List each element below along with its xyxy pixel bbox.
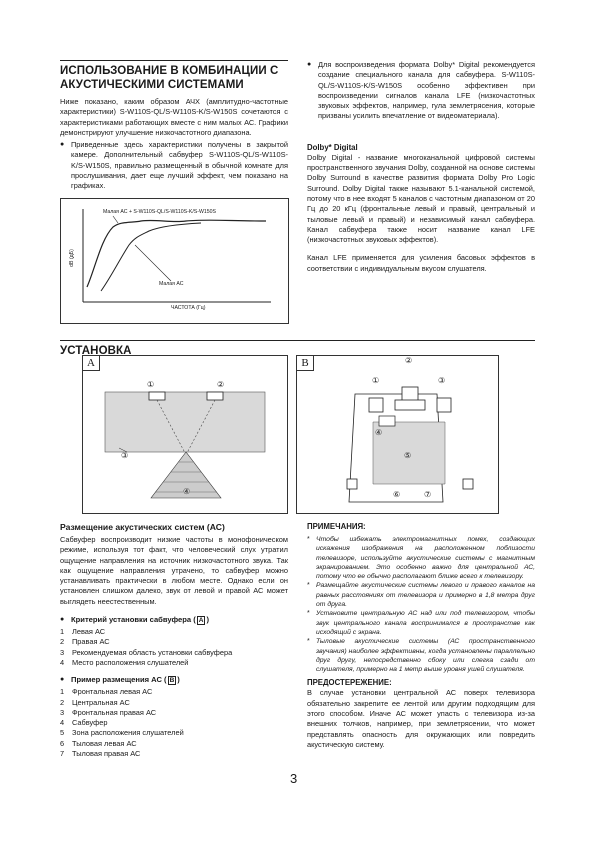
heading-rule: [60, 340, 535, 341]
example-list: [60, 687, 288, 759]
list-item: [60, 749, 288, 759]
list-item-text: Фронтальная правая АС: [72, 707, 157, 717]
mark-2: ②: [217, 380, 225, 389]
mark-6-b: ⑥: [393, 490, 401, 499]
list-item: [60, 739, 288, 749]
rear-right-speaker-b: [463, 479, 473, 489]
mark-7-b: ⑦: [424, 490, 432, 499]
example-heading-paren: ): [177, 675, 180, 685]
notes-title: ПРИМЕЧАНИЯ:: [307, 522, 366, 531]
section-title-combination: [60, 64, 288, 92]
list-item: [60, 698, 288, 708]
criteria-heading-paren: ): [206, 615, 209, 625]
list-item-text: Правая АС: [72, 637, 110, 647]
mark-4-b: ④: [375, 428, 383, 437]
list-item-text: Рекомендуемая область установки сабвуфера: [72, 647, 233, 657]
diagram-b-label: B: [297, 356, 314, 371]
list-item: [60, 648, 288, 658]
criteria-list: [60, 627, 288, 668]
placement-title: Размещение акустических систем (АС): [60, 522, 225, 532]
legend-leader: [113, 216, 118, 223]
list-item-number: 2: [60, 697, 65, 707]
page-number: 3: [290, 771, 298, 786]
key-b-box: B: [169, 677, 175, 685]
section-title-line: ИСПОЛЬЗОВАНИЕ В КОМБИНАЦИИ С: [60, 65, 279, 77]
mark-1-b: ①: [372, 376, 380, 385]
section-title-line: АКУСТИЧЕСКИМИ СИСТЕМАМИ: [60, 79, 244, 91]
list-item-number: 1: [60, 687, 65, 697]
mark-2-b: ②: [405, 356, 413, 365]
list-item: [60, 637, 288, 647]
diagram-a: [82, 355, 288, 514]
graph-curve-label: Малая АС: [159, 281, 184, 287]
list-item-number: 3: [60, 647, 65, 657]
graph-legend: Малая АС + S-W110S-QL/S-W110S-K/S-W150S: [103, 209, 216, 215]
list-item-number: 7: [60, 749, 65, 759]
list-item-number: 4: [60, 657, 65, 667]
mark-3: ③: [121, 451, 129, 460]
rear-left-speaker-b: [347, 479, 357, 489]
list-item-text: Сабвуфер: [72, 718, 108, 728]
frequency-response-graph: [60, 198, 289, 324]
placement-paragraph: Сабвуфер воспроизводит низкие частоты в монофоническом режиме, используя тот факт, что человеческий слух утратил ощущение направления на источник низкочастотного звука. Так как ощущение направления утрачено, то сабвуфер можно устанавливать практически в любом месте. Однако если он установлен слишком далеко, звук от левой и правой АС может выглядеть неестественным.: [60, 535, 288, 606]
list-item: [60, 687, 288, 697]
installation-title: УСТАНОВКА: [60, 345, 132, 357]
small-speaker-curve: [101, 223, 201, 291]
heading-rule: [60, 60, 288, 61]
list-item-number: 2: [60, 637, 65, 647]
graph-x-label: ЧАСТОТА (Гц): [171, 305, 206, 311]
list-item-text: Место расположения слушателей: [72, 657, 189, 667]
list-item-number: 3: [60, 707, 65, 717]
left-speaker-a: [149, 392, 165, 400]
subwoofer-b: [379, 416, 395, 426]
list-item: [60, 627, 288, 637]
dolby-paragraph: Dolby Digital - название многоканальной цифровой системы пространственного звучания Dolby, созданной на основе системы Dolby Surround в качестве развития формата Dolby Pro Logic Surround. Dolby Digital также называют 5.1-канальной системой, потому что в нее входят 5 каналов с частотным диапазоном от 20 Гц до 20 кГц (фронтальные левый и правый, центральный и тыловые левый и правый) и независимый канал сабвуфера. Канал сабвуфера также носит название канал LFE (низкочастотных звуковых эффектов).: [307, 152, 535, 245]
dolby-recommendation-bullet: ● Для воспроизведения формата Dolby* Digital рекомендуется создание специального канала для сабвуфера. S-W110S-QL/S-W110S-K/S-W150S особенно эффективен при воспроизведении сигналов канала LFE (низкочастотных звуковых эффектов, например, гула землетрясения, которые призваны усилить впечатление от видеоматериала).: [307, 60, 535, 122]
center-speaker-b: [402, 387, 418, 401]
list-item-number: 4: [60, 718, 65, 728]
note-item: * Установите центральную АС над или под телевизором, чтобы звук центрального канала воспринимался в пространстве как исходящий с экрана.: [307, 609, 535, 637]
criteria-heading: [60, 615, 288, 625]
caution-paragraph: В случае установки центральной АС поверх телевизора обязательно закрепите ее лентой или другим подходящим для этого способом. Иначе АС может упасть с телевизора из-за внешних толчков, например, при землетрясении, что может представлять опасность для окружающих или повредить акустическую систему.: [307, 688, 535, 749]
criteria-heading-text: Критерий установки сабвуфера (: [71, 615, 196, 625]
front-left-speaker-b: [369, 398, 383, 412]
mark-5-b: ⑤: [404, 451, 412, 460]
example-heading-text: Пример размещения АС (: [71, 675, 167, 685]
mark-1: ①: [147, 380, 155, 389]
mark-3-b: ③: [438, 376, 446, 385]
caution-title: ПРЕДОСТЕРЕЖЕНИЕ:: [307, 678, 392, 688]
dolby-title: Dolby* Digital: [307, 142, 358, 152]
measurement-note-bullet: ● Приведенные здесь характеристики получены в закрытой камере. Дополнительный сабвуфер S-W110S-QL/S-W110S-K/S-W150S, правильно размещенный в обычной комнате для прослушивания, дает еще лучший эффект, чем показано на графиках.: [60, 140, 288, 191]
list-item-text: Центральная АС: [72, 697, 130, 707]
diagram-a-label: A: [83, 356, 100, 371]
list-item-text: Зона расположения слушателей: [72, 728, 184, 738]
combined-response-curve: [87, 220, 266, 287]
list-item: [60, 728, 288, 738]
note-item: * Размещайте акустические системы левого и правого каналов на равных расстояниях от телевизора и примерно в 1,8 метра друг от друга.: [307, 581, 535, 609]
list-item-number: 6: [60, 738, 65, 748]
graph-y-label: dB (дБ): [69, 249, 75, 267]
list-item-text: Фронтальная левая АС: [72, 687, 153, 697]
curve-label-leader: [135, 245, 171, 281]
subwoofer-area: [105, 392, 265, 452]
lfe-paragraph: Канал LFE применяется для усиления басовых эффектов в соответствии с индивидуальным вкусом слушателя.: [307, 253, 535, 273]
list-item: [60, 708, 288, 718]
list-item-number: 5: [60, 728, 65, 738]
note-item: * Чтобы избежать электромагнитных помех, создающих искажения изображения на расположенном поблизости телевизоре, используйте акустические системы с магнитным экранированием. Это особенно важно для центральной АС, потому что ее обычно располагают ближе всего к телевизору.: [307, 535, 535, 581]
key-a-box: A: [198, 617, 204, 625]
notes-list: [307, 535, 535, 674]
list-item-text: Тыловая правая АС: [72, 749, 141, 759]
right-speaker-a: [207, 392, 223, 400]
example-heading: [60, 675, 288, 685]
list-item-text: Тыловая левая АС: [72, 738, 137, 748]
list-item-text: Левая АС: [72, 627, 106, 637]
intro-paragraph: Ниже показано, каким образом АЧХ (амплитудно-частотные характеристики) S-W110S-QL/S-W110S-K/S-W150S сочетаются с характеристиками работающих вместе с ним малых АС. Графики демонстрируют улучшение низкочастотного диапазона.: [60, 97, 288, 137]
list-item-number: 1: [60, 627, 65, 637]
note-item: * Тыловые акустические системы (АС пространственного звучания) наиболее эффективны, когда установлены параллельно друг другу, непосредственно сбоку или слегка сзади от слушателя, примерно на 1 метр выше уровня ушей слушателя.: [307, 637, 535, 674]
list-item: [60, 718, 288, 728]
diagram-b: [296, 355, 499, 514]
front-right-speaker-b: [437, 398, 451, 412]
list-item: [60, 658, 288, 668]
tv-b: [395, 400, 425, 410]
mark-4: ④: [183, 487, 191, 496]
